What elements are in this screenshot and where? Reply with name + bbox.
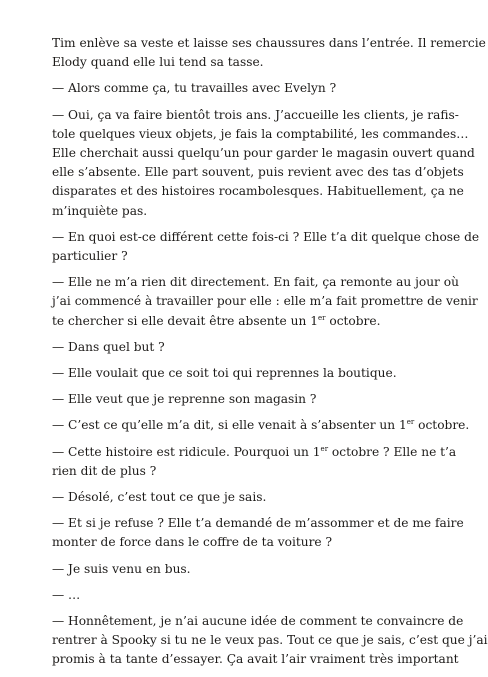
text-line: — Désolé, c’est tout ce que je sais. <box>52 490 267 505</box>
paragraph-3 <box>52 106 475 221</box>
paragraph-8 <box>52 390 398 409</box>
text-line: — … <box>52 587 81 602</box>
text-line: promis à ta tante d’essayer. Ça avait l’air vraiment très important <box>52 652 459 667</box>
text-line: m’inquiète pas. <box>52 203 148 218</box>
text-line: tole quelques vieux objets, je fais la comptabilité, les commandes… <box>52 126 469 141</box>
text-line: — Cette histoire est ridicule. Pourquoi un 1er octobre ? Elle ne t’a <box>52 444 457 459</box>
text-line: Elody quand elle lui tend sa tasse. <box>52 55 264 70</box>
text-line: rentrer à Spooky si tu ne le veux pas. Tout ce que je sais, c’est que j’ai <box>52 633 488 648</box>
paragraph-11 <box>52 488 398 507</box>
paragraph-14 <box>52 586 398 605</box>
paragraph-12 <box>52 514 464 552</box>
ordinal-superscript: er <box>320 444 329 453</box>
paragraph-7 <box>52 364 398 383</box>
text-line: — Elle voulait que ce soit toi qui reprennes la boutique. <box>52 366 397 381</box>
text-line: — Je suis venu en bus. <box>52 561 191 576</box>
ordinal-superscript: er <box>317 313 326 322</box>
text-line: — C’est ce qu’elle m’a dit, si elle venait à s’absenter un 1er octobre. <box>52 418 470 433</box>
text-line: — Honnêtement, je n’ai aucune idée de comment te convaincre de <box>52 614 464 629</box>
paragraph-6 <box>52 338 398 357</box>
text-line: — En quoi est-ce différent cette fois-ci ? Elle t’a dit quelque chose de <box>52 229 480 244</box>
text-line: rien dit de plus ? <box>52 463 157 478</box>
paragraph-15 <box>52 612 488 670</box>
text-line: particulier ? <box>52 249 128 264</box>
text-line: Elle cherchait aussi quelqu’un pour garder le magasin ouvert quand <box>52 146 475 161</box>
ordinal-superscript: er <box>406 418 415 427</box>
paragraph-5 <box>52 273 478 331</box>
paragraph-2 <box>52 79 398 98</box>
text-line: monter de force dans le coffre de ta voiture ? <box>52 535 333 550</box>
paragraph-13 <box>52 560 398 579</box>
paragraph-9 <box>52 416 470 435</box>
text-line: — Elle veut que je reprenne son magasin ? <box>52 392 317 407</box>
text-line: Tim enlève sa veste et laisse ses chaussures dans l’entrée. Il remercie <box>52 36 486 50</box>
text-line: — Dans quel but ? <box>52 339 165 354</box>
text-line: te chercher si elle devait être absente un 1er octobre. <box>52 313 381 328</box>
text-line: — Et si je refuse ? Elle t’a demandé de m’assommer et de me faire <box>52 516 464 531</box>
paragraph-1 <box>52 34 486 72</box>
text-line: disparates et des histoires rocambolesques. Habituellement, ça ne <box>52 184 464 199</box>
page-text <box>52 34 488 677</box>
text-line: — Oui, ça va faire bientôt trois ans. J’accueille les clients, je rafis- <box>52 107 459 122</box>
text-line: — Elle ne m’a rien dit directement. En fait, ça remonte au jour où <box>52 275 459 290</box>
text-line: j’ai commencé à travailler pour elle : elle m’a fait promettre de venir <box>52 294 478 309</box>
text-line: elle s’absente. Elle part souvent, puis revient avec des tas d’objets <box>52 165 464 180</box>
text-line: — Alors comme ça, tu travailles avec Evelyn ? <box>52 81 337 96</box>
paragraph-4 <box>52 228 480 266</box>
paragraph-10 <box>52 443 457 481</box>
